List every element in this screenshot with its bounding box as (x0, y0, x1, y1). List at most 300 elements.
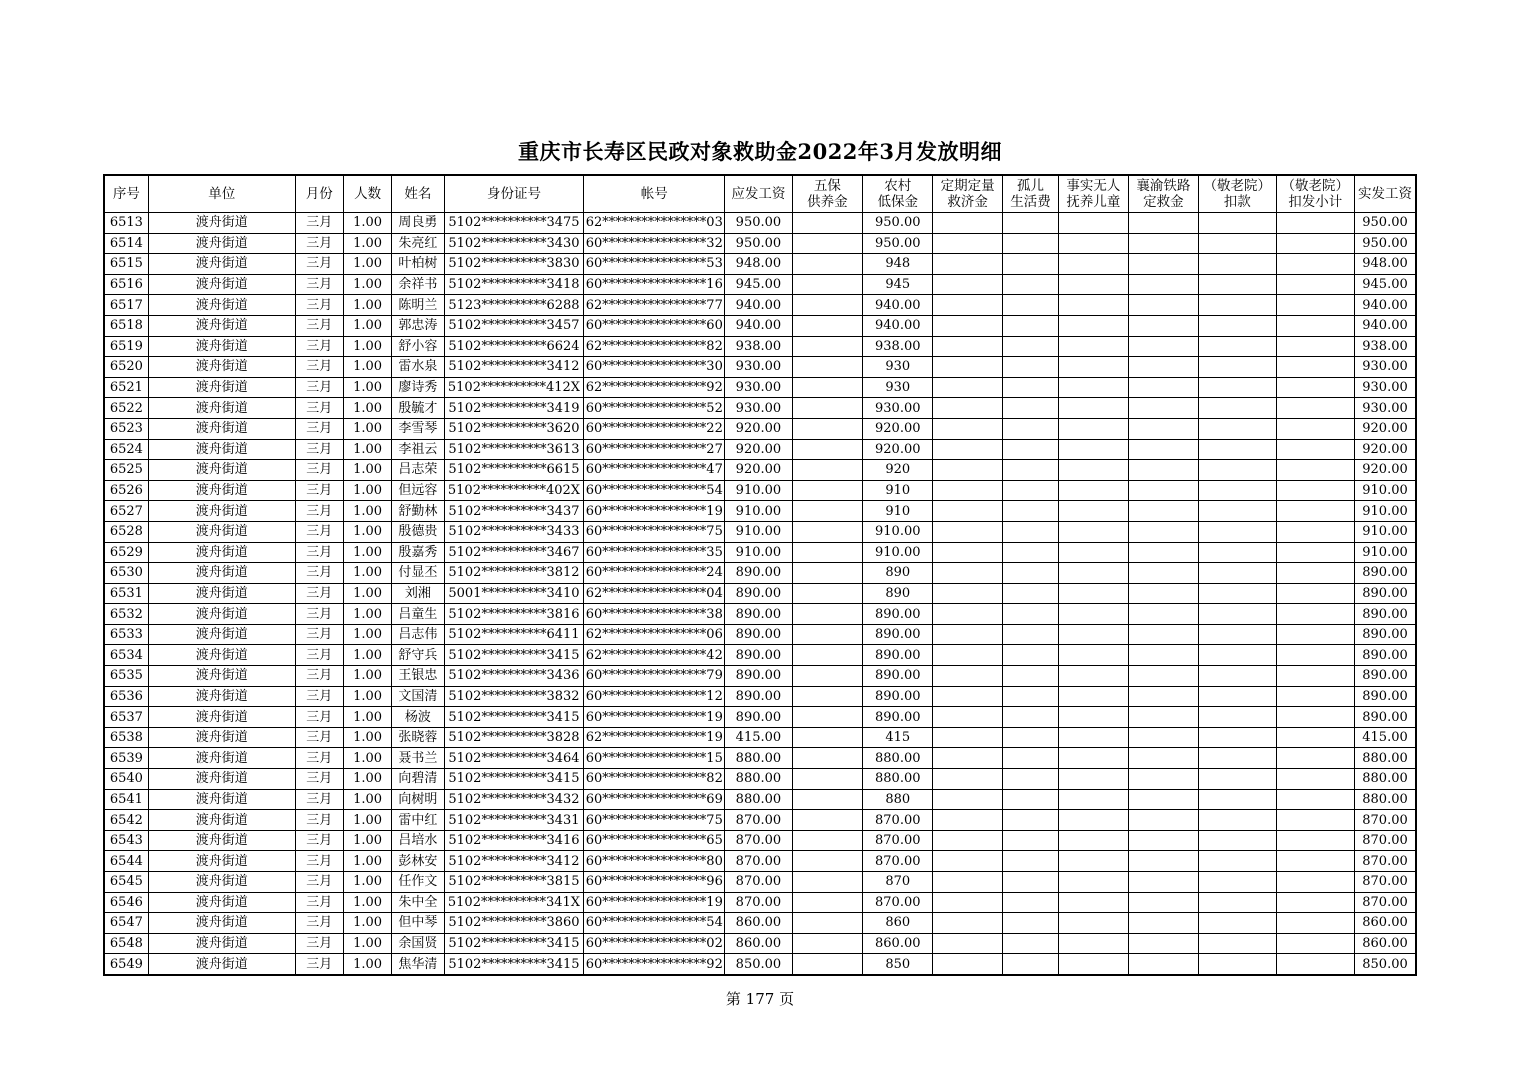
cell-gross-pay: 890.00 (725, 666, 792, 687)
cell-nursing-deduct (1199, 377, 1276, 398)
cell-name: 聂书兰 (392, 748, 444, 769)
cell-count: 1.00 (343, 501, 391, 522)
cell-account: 60****************65 (584, 830, 725, 851)
cell-dingqi (933, 563, 1002, 584)
cell-month: 三月 (295, 480, 343, 501)
cell-seq: 6537 (104, 707, 148, 728)
cell-gross-pay: 890.00 (725, 583, 792, 604)
cell-account: 62****************82 (584, 336, 725, 357)
cell-wubao (792, 810, 862, 831)
cell-id-number: 5001**********3410 (444, 583, 584, 604)
cell-id-number: 5102**********3418 (444, 274, 584, 295)
cell-month: 三月 (295, 418, 343, 439)
cell-nursing-subtotal (1276, 315, 1354, 336)
cell-net-pay: 880.00 (1355, 789, 1417, 810)
cell-id-number: 5102**********3415 (444, 769, 584, 790)
cell-unsupported-child (1059, 521, 1128, 542)
cell-nursing-subtotal (1276, 789, 1354, 810)
cell-seq: 6530 (104, 563, 148, 584)
cell-dingqi (933, 377, 1002, 398)
cell-wubao (792, 604, 862, 625)
cell-net-pay: 880.00 (1355, 769, 1417, 790)
cell-nursing-subtotal (1276, 377, 1354, 398)
cell-month: 三月 (295, 357, 343, 378)
cell-name: 但远容 (392, 480, 444, 501)
cell-nursing-subtotal (1276, 336, 1354, 357)
cell-dingqi (933, 418, 1002, 439)
cell-account: 62****************03 (584, 213, 725, 234)
cell-unit: 渡舟街道 (148, 830, 295, 851)
column-header-dibao (863, 175, 933, 213)
cell-dibao: 945 (863, 274, 933, 295)
cell-nursing-deduct (1199, 254, 1276, 275)
column-header-line: 人数 (354, 186, 382, 202)
cell-unit: 渡舟街道 (148, 398, 295, 419)
cell-id-number: 5102**********3415 (444, 933, 584, 954)
column-header-gross-pay (725, 175, 792, 213)
cell-id-number: 5102**********3464 (444, 748, 584, 769)
cell-account: 60****************52 (584, 398, 725, 419)
cell-nursing-subtotal (1276, 418, 1354, 439)
cell-nursing-subtotal (1276, 274, 1354, 295)
column-header-line: 实发工资 (1358, 186, 1412, 202)
cell-unsupported-child (1059, 398, 1128, 419)
table-row (104, 295, 1416, 316)
cell-nursing-subtotal (1276, 727, 1354, 748)
cell-nursing-deduct (1199, 872, 1276, 893)
cell-gross-pay: 890.00 (725, 645, 792, 666)
table-row (104, 727, 1416, 748)
column-header-line: 五保 (813, 178, 841, 194)
cell-unsupported-child (1059, 954, 1128, 975)
cell-wubao (792, 645, 862, 666)
cell-id-number: 5102**********3412 (444, 357, 584, 378)
cell-nursing-deduct (1199, 645, 1276, 666)
cell-gross-pay: 945.00 (725, 274, 792, 295)
cell-unit: 渡舟街道 (148, 707, 295, 728)
cell-id-number: 5102**********3431 (444, 810, 584, 831)
table-row (104, 810, 1416, 831)
cell-seq: 6544 (104, 851, 148, 872)
cell-nursing-subtotal (1276, 830, 1354, 851)
cell-gross-pay: 938.00 (725, 336, 792, 357)
cell-month: 三月 (295, 315, 343, 336)
table-row (104, 274, 1416, 295)
cell-month: 三月 (295, 769, 343, 790)
cell-seq: 6549 (104, 954, 148, 975)
table-row (104, 892, 1416, 913)
table-row (104, 830, 1416, 851)
cell-gross-pay: 950.00 (725, 213, 792, 234)
cell-count: 1.00 (343, 851, 391, 872)
cell-dingqi (933, 274, 1002, 295)
cell-nursing-subtotal (1276, 954, 1354, 975)
cell-dingqi (933, 748, 1002, 769)
cell-xiangyu (1128, 521, 1198, 542)
cell-id-number: 5102**********3860 (444, 913, 584, 934)
cell-month: 三月 (295, 913, 343, 934)
cell-dibao: 930.00 (863, 398, 933, 419)
cell-count: 1.00 (343, 377, 391, 398)
cell-wubao (792, 954, 862, 975)
cell-name: 向碧清 (392, 769, 444, 790)
cell-dingqi (933, 810, 1002, 831)
cell-xiangyu (1128, 604, 1198, 625)
cell-count: 1.00 (343, 748, 391, 769)
cell-unit: 渡舟街道 (148, 213, 295, 234)
cell-net-pay: 890.00 (1355, 666, 1417, 687)
cell-gross-pay: 880.00 (725, 789, 792, 810)
cell-unit: 渡舟街道 (148, 295, 295, 316)
cell-gross-pay: 920.00 (725, 460, 792, 481)
cell-xiangyu (1128, 377, 1198, 398)
cell-gross-pay: 890.00 (725, 707, 792, 728)
cell-nursing-subtotal (1276, 480, 1354, 501)
cell-count: 1.00 (343, 954, 391, 975)
cell-net-pay: 930.00 (1355, 357, 1417, 378)
cell-name: 余祥书 (392, 274, 444, 295)
cell-account: 60****************75 (584, 810, 725, 831)
cell-nursing-deduct (1199, 954, 1276, 975)
cell-wubao (792, 727, 862, 748)
cell-id-number: 5102**********412X (444, 377, 584, 398)
cell-name: 雷水泉 (392, 357, 444, 378)
cell-nursing-subtotal (1276, 213, 1354, 234)
cell-account: 60****************22 (584, 418, 725, 439)
cell-unit: 渡舟街道 (148, 913, 295, 934)
cell-dibao: 890.00 (863, 707, 933, 728)
cell-name: 杨波 (392, 707, 444, 728)
table-row (104, 851, 1416, 872)
cell-account: 60****************27 (584, 439, 725, 460)
cell-orphan (1002, 810, 1058, 831)
cell-account: 60****************16 (584, 274, 725, 295)
cell-account: 62****************77 (584, 295, 725, 316)
cell-net-pay: 910.00 (1355, 542, 1417, 563)
cell-unsupported-child (1059, 666, 1128, 687)
cell-month: 三月 (295, 295, 343, 316)
cell-wubao (792, 213, 862, 234)
cell-name: 殷毓才 (392, 398, 444, 419)
cell-dibao: 910 (863, 501, 933, 522)
cell-count: 1.00 (343, 624, 391, 645)
cell-net-pay: 870.00 (1355, 872, 1417, 893)
cell-xiangyu (1128, 810, 1198, 831)
cell-dingqi (933, 336, 1002, 357)
cell-nursing-subtotal (1276, 810, 1354, 831)
cell-wubao (792, 769, 862, 790)
cell-name: 李祖云 (392, 439, 444, 460)
cell-dingqi (933, 254, 1002, 275)
cell-account: 60****************82 (584, 769, 725, 790)
cell-nursing-deduct (1199, 521, 1276, 542)
cell-name: 陈明兰 (392, 295, 444, 316)
cell-wubao (792, 501, 862, 522)
table-row (104, 460, 1416, 481)
cell-name: 向树明 (392, 789, 444, 810)
column-header-line: 抚养儿童 (1066, 194, 1121, 210)
cell-unit: 渡舟街道 (148, 810, 295, 831)
cell-net-pay: 870.00 (1355, 851, 1417, 872)
cell-count: 1.00 (343, 439, 391, 460)
cell-id-number: 5102**********3613 (444, 439, 584, 460)
cell-account: 60****************47 (584, 460, 725, 481)
cell-orphan (1002, 686, 1058, 707)
cell-id-number: 5102**********3832 (444, 686, 584, 707)
cell-month: 三月 (295, 521, 343, 542)
cell-id-number: 5102**********3430 (444, 233, 584, 254)
cell-nursing-deduct (1199, 913, 1276, 934)
cell-dibao: 950.00 (863, 213, 933, 234)
cell-net-pay: 890.00 (1355, 645, 1417, 666)
cell-nursing-subtotal (1276, 521, 1354, 542)
cell-nursing-deduct (1199, 769, 1276, 790)
cell-name: 舒小容 (392, 336, 444, 357)
cell-name: 张晓蓉 (392, 727, 444, 748)
cell-dibao: 870.00 (863, 851, 933, 872)
column-header-line: 农村 (884, 178, 912, 194)
cell-name: 吕童生 (392, 604, 444, 625)
column-header-line: 定期定量 (940, 178, 995, 194)
column-header-wubao (792, 175, 862, 213)
cell-account: 62****************42 (584, 645, 725, 666)
cell-month: 三月 (295, 954, 343, 975)
table-row (104, 336, 1416, 357)
table-row (104, 872, 1416, 893)
cell-orphan (1002, 645, 1058, 666)
cell-month: 三月 (295, 727, 343, 748)
cell-unsupported-child (1059, 872, 1128, 893)
cell-unsupported-child (1059, 501, 1128, 522)
column-header-line: 单位 (208, 186, 236, 202)
column-header-account (584, 175, 725, 213)
cell-gross-pay: 920.00 (725, 439, 792, 460)
cell-dingqi (933, 604, 1002, 625)
cell-nursing-deduct (1199, 933, 1276, 954)
column-header-line: 序号 (112, 186, 140, 202)
cell-count: 1.00 (343, 645, 391, 666)
table-row (104, 645, 1416, 666)
cell-dibao: 920.00 (863, 439, 933, 460)
cell-id-number: 5102**********402X (444, 480, 584, 501)
cell-account: 60****************12 (584, 686, 725, 707)
cell-wubao (792, 480, 862, 501)
cell-dibao: 890.00 (863, 645, 933, 666)
cell-count: 1.00 (343, 707, 391, 728)
cell-unit: 渡舟街道 (148, 254, 295, 275)
cell-unsupported-child (1059, 624, 1128, 645)
column-header-line: 供养金 (807, 194, 848, 210)
cell-seq: 6547 (104, 913, 148, 934)
cell-unsupported-child (1059, 789, 1128, 810)
cell-dingqi (933, 398, 1002, 419)
cell-name: 彭林安 (392, 851, 444, 872)
column-header-line: 事实无人 (1066, 178, 1121, 194)
cell-count: 1.00 (343, 933, 391, 954)
payment-table (103, 174, 1417, 976)
table-row (104, 748, 1416, 769)
cell-seq: 6545 (104, 872, 148, 893)
column-header-line: 生活费 (1010, 194, 1051, 210)
table-row (104, 480, 1416, 501)
cell-wubao (792, 872, 862, 893)
cell-orphan (1002, 398, 1058, 419)
cell-id-number: 5102**********3433 (444, 521, 584, 542)
cell-dingqi (933, 686, 1002, 707)
cell-account: 62****************19 (584, 727, 725, 748)
cell-nursing-subtotal (1276, 563, 1354, 584)
cell-dingqi (933, 624, 1002, 645)
cell-gross-pay: 880.00 (725, 748, 792, 769)
cell-wubao (792, 315, 862, 336)
cell-orphan (1002, 624, 1058, 645)
cell-net-pay: 860.00 (1355, 933, 1417, 954)
cell-count: 1.00 (343, 789, 391, 810)
column-header-line: （敬老院） (1203, 178, 1272, 194)
cell-id-number: 5102**********3412 (444, 851, 584, 872)
column-header-unsupported-child (1059, 175, 1128, 213)
cell-dibao: 940.00 (863, 315, 933, 336)
cell-net-pay: 930.00 (1355, 377, 1417, 398)
cell-seq: 6535 (104, 666, 148, 687)
cell-xiangyu (1128, 480, 1198, 501)
cell-seq: 6542 (104, 810, 148, 831)
cell-unsupported-child (1059, 830, 1128, 851)
page-number: 第 177 页 (725, 990, 795, 1008)
cell-wubao (792, 336, 862, 357)
cell-net-pay: 945.00 (1355, 274, 1417, 295)
cell-count: 1.00 (343, 892, 391, 913)
column-header-xiangyu (1128, 175, 1198, 213)
cell-unsupported-child (1059, 357, 1128, 378)
cell-nursing-subtotal (1276, 254, 1354, 275)
column-header-count (343, 175, 391, 213)
cell-dingqi (933, 707, 1002, 728)
cell-orphan (1002, 727, 1058, 748)
cell-wubao (792, 254, 862, 275)
cell-seq: 6513 (104, 213, 148, 234)
cell-wubao (792, 933, 862, 954)
cell-count: 1.00 (343, 336, 391, 357)
cell-nursing-deduct (1199, 336, 1276, 357)
cell-dingqi (933, 830, 1002, 851)
cell-count: 1.00 (343, 686, 391, 707)
cell-seq: 6519 (104, 336, 148, 357)
cell-unsupported-child (1059, 933, 1128, 954)
cell-seq: 6521 (104, 377, 148, 398)
cell-account: 60****************19 (584, 892, 725, 913)
cell-month: 三月 (295, 748, 343, 769)
cell-count: 1.00 (343, 810, 391, 831)
cell-month: 三月 (295, 851, 343, 872)
cell-id-number: 5102**********3828 (444, 727, 584, 748)
cell-dibao: 880 (863, 789, 933, 810)
cell-count: 1.00 (343, 769, 391, 790)
cell-name: 朱中全 (392, 892, 444, 913)
cell-unsupported-child (1059, 851, 1128, 872)
cell-nursing-deduct (1199, 748, 1276, 769)
cell-account: 60****************19 (584, 501, 725, 522)
cell-dibao: 880.00 (863, 748, 933, 769)
cell-count: 1.00 (343, 583, 391, 604)
column-header-nursing-subtotal (1276, 175, 1354, 213)
cell-net-pay: 950.00 (1355, 213, 1417, 234)
cell-orphan (1002, 418, 1058, 439)
cell-xiangyu (1128, 460, 1198, 481)
cell-nursing-deduct (1199, 789, 1276, 810)
cell-net-pay: 415.00 (1355, 727, 1417, 748)
cell-dibao: 890 (863, 583, 933, 604)
cell-nursing-deduct (1199, 892, 1276, 913)
cell-nursing-subtotal (1276, 233, 1354, 254)
table-row (104, 604, 1416, 625)
cell-account: 60****************75 (584, 521, 725, 542)
cell-xiangyu (1128, 789, 1198, 810)
column-header-line: 帐号 (640, 186, 668, 202)
table-row (104, 439, 1416, 460)
cell-orphan (1002, 830, 1058, 851)
cell-seq: 6533 (104, 624, 148, 645)
cell-unsupported-child (1059, 254, 1128, 275)
column-header-nursing-deduct (1199, 175, 1276, 213)
cell-unsupported-child (1059, 274, 1128, 295)
cell-orphan (1002, 274, 1058, 295)
cell-xiangyu (1128, 295, 1198, 316)
cell-gross-pay: 890.00 (725, 686, 792, 707)
cell-nursing-deduct (1199, 563, 1276, 584)
cell-gross-pay: 415.00 (725, 727, 792, 748)
cell-nursing-subtotal (1276, 295, 1354, 316)
cell-dibao: 920 (863, 460, 933, 481)
table-row (104, 315, 1416, 336)
cell-net-pay: 940.00 (1355, 315, 1417, 336)
cell-orphan (1002, 295, 1058, 316)
table-row (104, 563, 1416, 584)
cell-seq: 6525 (104, 460, 148, 481)
cell-xiangyu (1128, 769, 1198, 790)
cell-count: 1.00 (343, 913, 391, 934)
cell-orphan (1002, 563, 1058, 584)
cell-nursing-subtotal (1276, 707, 1354, 728)
cell-gross-pay: 890.00 (725, 624, 792, 645)
cell-orphan (1002, 439, 1058, 460)
cell-month: 三月 (295, 624, 343, 645)
cell-name: 吕志伟 (392, 624, 444, 645)
cell-wubao (792, 418, 862, 439)
cell-month: 三月 (295, 604, 343, 625)
cell-dingqi (933, 521, 1002, 542)
cell-net-pay: 938.00 (1355, 336, 1417, 357)
cell-name: 但中琴 (392, 913, 444, 934)
page-title: 重庆市长寿区民政对象救助金2022年3月发放明细 (517, 139, 1003, 164)
cell-account: 60****************54 (584, 480, 725, 501)
cell-xiangyu (1128, 336, 1198, 357)
cell-orphan (1002, 254, 1058, 275)
cell-count: 1.00 (343, 213, 391, 234)
cell-unsupported-child (1059, 748, 1128, 769)
cell-nursing-deduct (1199, 624, 1276, 645)
cell-id-number: 5102**********3830 (444, 254, 584, 275)
table-row (104, 913, 1416, 934)
column-header-net-pay (1355, 175, 1417, 213)
cell-nursing-deduct (1199, 707, 1276, 728)
cell-seq: 6540 (104, 769, 148, 790)
cell-account: 60****************80 (584, 851, 725, 872)
column-header-line: 襄渝铁路 (1136, 178, 1191, 194)
cell-xiangyu (1128, 686, 1198, 707)
cell-name: 李雪琴 (392, 418, 444, 439)
cell-unit: 渡舟街道 (148, 480, 295, 501)
